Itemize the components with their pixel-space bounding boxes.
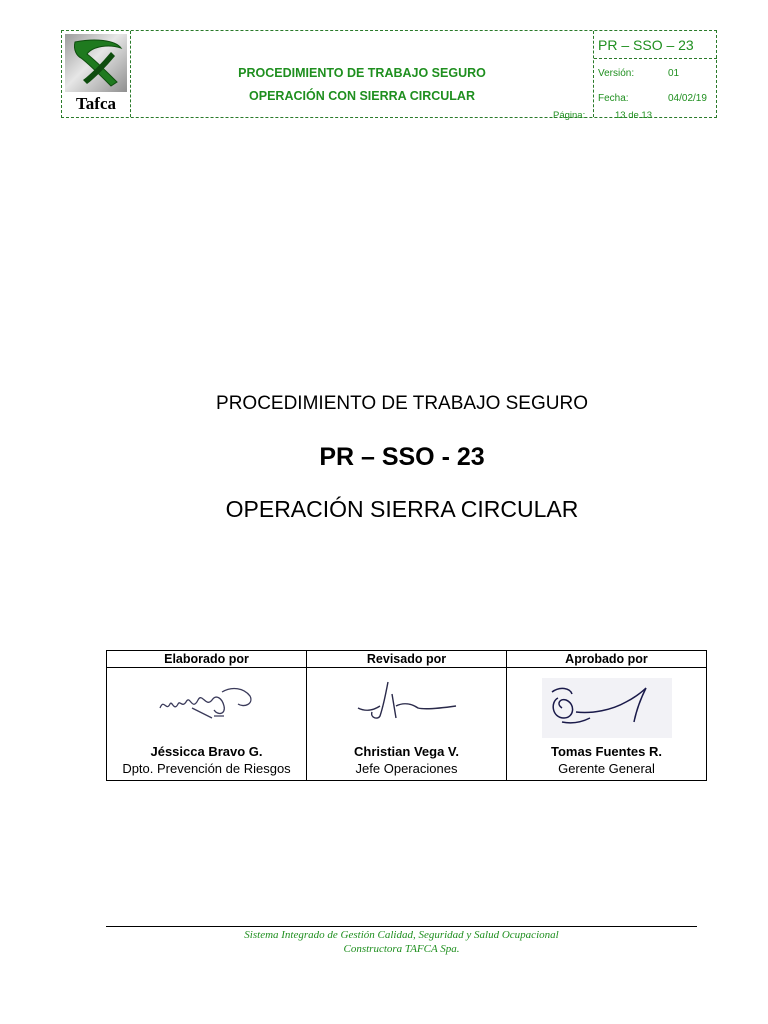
footer-divider	[106, 926, 697, 927]
version-value: 01	[668, 68, 680, 79]
main-title: OPERACIÓN SIERRA CIRCULAR	[225, 496, 579, 522]
person-role-revisado: Jefe Operaciones	[355, 761, 458, 776]
person-name-aprobado: Tomas Fuentes R.	[550, 744, 662, 759]
column-header-revisado: Revisado por	[307, 651, 507, 668]
signature-elaborado	[107, 678, 306, 742]
signature-aprobado	[507, 678, 706, 742]
document-code: PR – SSO – 23	[594, 31, 717, 59]
tafca-logo-mark-icon	[65, 34, 127, 92]
main-subtitle: PROCEDIMIENTO DE TRABAJO SEGURO	[216, 393, 588, 414]
date-label: Fecha:	[598, 93, 629, 104]
approval-cell-elaborado	[107, 668, 307, 781]
approval-table	[106, 650, 707, 781]
signature-elaborado-icon	[152, 678, 262, 728]
signature-aprobado-icon	[542, 678, 672, 738]
column-header-elaborado: Elaborado por	[107, 651, 307, 668]
footer-line1: Sistema Integrado de Gestión Calidad, Seguridad y Salud Ocupacional	[244, 929, 559, 941]
main-code: PR – SSO - 23	[319, 443, 485, 471]
version-row	[598, 68, 715, 79]
person-name-elaborado: Jéssicca Bravo G.	[150, 744, 263, 759]
header-title-line2: OPERACIÓN CON SIERRA CIRCULAR	[249, 89, 475, 103]
person-role-aprobado: Gerente General	[558, 761, 655, 776]
column-header-aprobado: Aprobado por	[507, 651, 707, 668]
header-info-cell	[593, 31, 717, 117]
document-header	[61, 30, 717, 118]
signature-revisado	[307, 678, 506, 742]
logo-cell	[62, 31, 131, 117]
footer-text	[106, 928, 697, 956]
page-label: Página:	[553, 110, 586, 121]
signature-revisado-icon	[352, 678, 462, 728]
header-title-line1: PROCEDIMIENTO DE TRABAJO SEGURO	[238, 66, 486, 80]
logo-text: Tafca	[76, 94, 116, 113]
person-role-elaborado: Dpto. Prevención de Riesgos	[122, 761, 291, 776]
approval-cell-revisado	[307, 668, 507, 781]
header-title-cell	[131, 31, 593, 117]
approval-cell-aprobado	[507, 668, 707, 781]
date-value: 04/02/19	[668, 93, 707, 104]
date-row	[598, 93, 715, 104]
footer-line2: Constructora TAFCA Spa.	[343, 943, 460, 955]
tafca-logo	[65, 34, 127, 92]
approval-header-row	[107, 651, 707, 668]
person-name-revisado: Christian Vega V.	[353, 744, 459, 759]
version-label: Versión:	[598, 68, 635, 79]
approval-signature-row	[107, 668, 707, 781]
page-row	[553, 110, 652, 121]
page-value: 13 de 13	[615, 110, 652, 121]
